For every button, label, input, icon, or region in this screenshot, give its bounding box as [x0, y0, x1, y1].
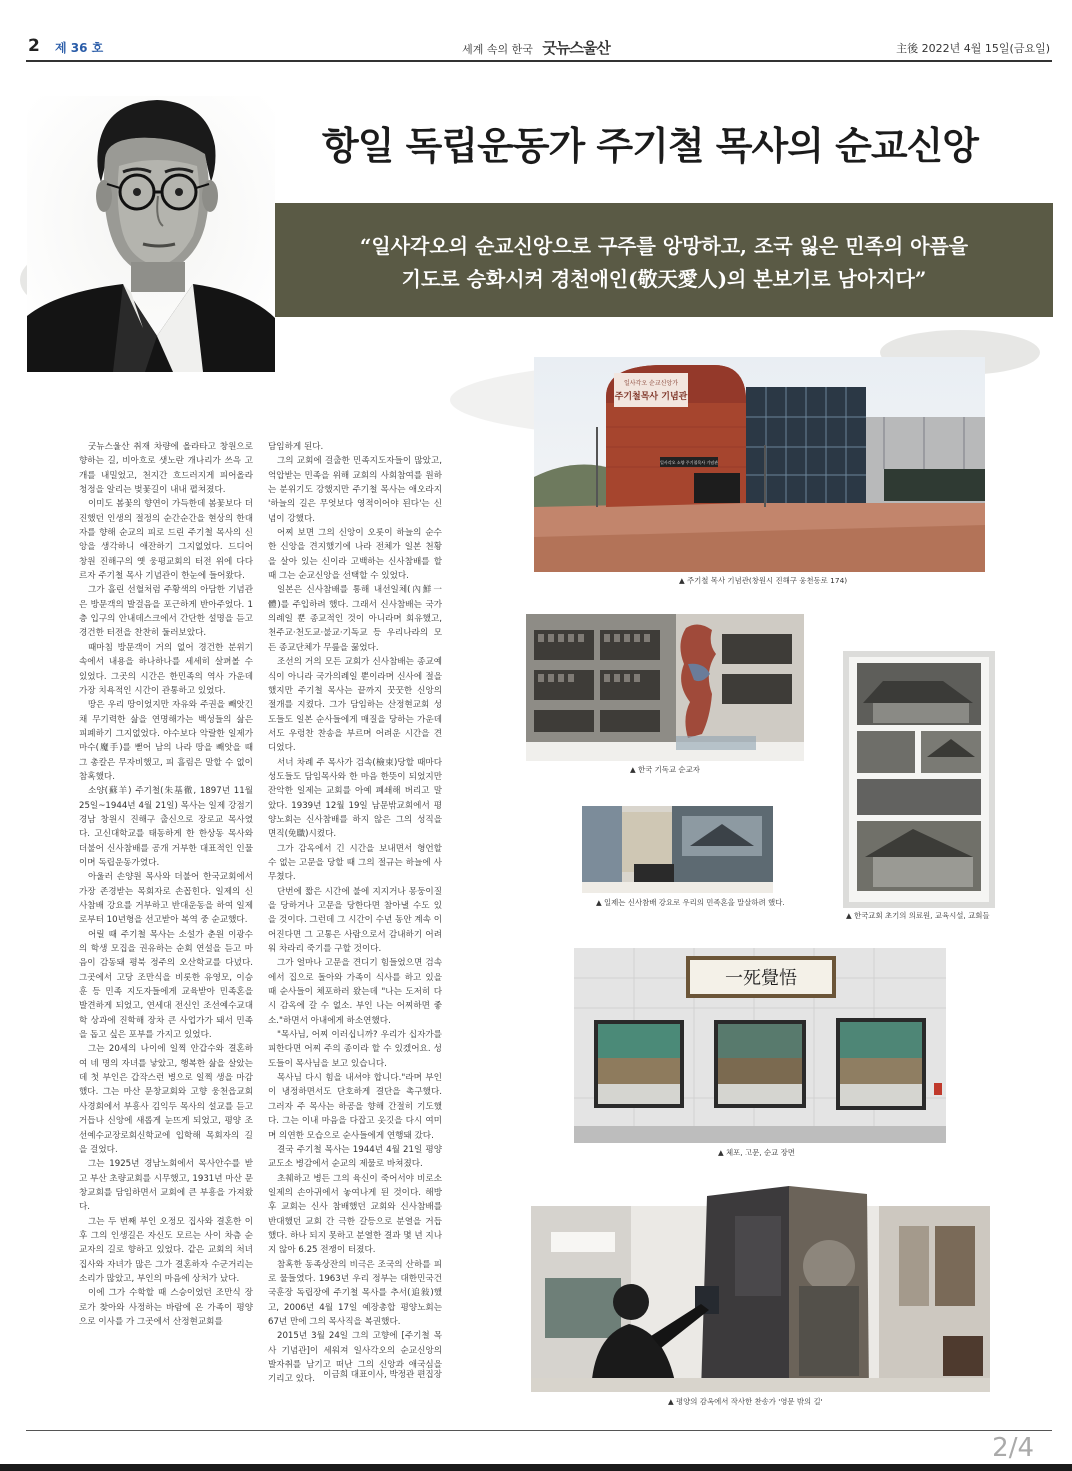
headline: 항일 독립운동가 주기철 목사의 순교신앙 — [322, 124, 978, 168]
portrait-photo — [27, 96, 275, 372]
paragraph: "목사님, 어찌 이러십니까? 우리가 십자가를 피한다면 어찌 주의 종이라 할 수 있겠어요. 성도들이 목사님을 보고 있습니다. — [268, 1030, 442, 1069]
quote-line-1: “일사각오의 순교신앙으로 구주를 앙망하고, 조국 잃은 민족의 아픔을 — [359, 234, 969, 258]
paragraph: 땅은 우리 땅이었지만 자유와 주권을 빼앗긴 채 무기력한 삶을 연명해가는 백성들의 삶은 피폐하기 그지없었다. 야수보다 악랄한 일제가 마수(魔手)를 뻗어 남의 나라 땅을 빼앗을 때 그 총칼은 무자비했고, 피 흘림은 말할 수 없이 참혹했다. — [79, 700, 253, 782]
paragraph: 초췌하고 병든 그의 육신이 죽어서야 비로소 일제의 손아귀에서 놓여나게 된 것이다. 해방 후 교회는 신사 참배했던 교회와 신사참배를 반대했던 교회 간 극한 갈등으로 분열을 거듭했다. 하나 되지 못하고 분열한 결과 몇 년 지나지 않아 6.25 전쟁이 터졌다. — [268, 1173, 443, 1256]
paragraph: 그가 흘린 선혈처럼 주황색의 아담한 기념관은 방문객의 발걸음을 포근하게 반아주었다. 1층 입구의 안내데스크에서 간단한 설명을 듣고 경건한 터전을 찬찬히 둘러보았다. — [79, 585, 253, 639]
header-rule — [26, 60, 1052, 62]
photo-caption: ▲ 한국교회 초기의 의료원, 교육시설, 교회들 — [846, 911, 990, 920]
museum-building-photo — [534, 357, 985, 572]
masthead-tagline: 세계 속의 한국 — [462, 43, 533, 56]
paragraph: 담임하게 된다. — [268, 442, 324, 452]
early-church-photo — [843, 651, 995, 908]
calligraphy-text: 一死覺悟 — [725, 968, 797, 989]
photo-caption: ▲ 일제는 신사참배 강요로 우리의 민족혼을 말살하려 했다. — [596, 898, 785, 907]
shrine-display-photo — [582, 806, 773, 893]
torture-dioramas-photo — [574, 948, 946, 1143]
page-number: 2 — [28, 36, 40, 56]
paragraph: 목사님 다시 힘을 내셔야 합니다."라며 부인이 냉정하면서도 단호하게 결단을 촉구했다. 그러자 주 목사는 하공을 향해 간절히 기도했다. 그는 이내 마음을 다잡고 옷깃을 다시 여미며 의연한 모습으로 순사들에게 연행돼 갔다. — [268, 1073, 442, 1141]
paragraph: 그는 두 번째 부인 오정모 집사와 결혼한 이후 그의 인생길은 자신도 모르는 사이 차츰 순교자의 길로 향하고 있었다. 같은 교회의 처녀 집사와 자녀가 많은 그가 결혼하자 수군거리는 소리가 많았고, 부인의 마음에 상처가 났다. — [79, 1216, 253, 1284]
paragraph: 때마침 방문객이 거의 없어 경건한 분위기 속에서 내용을 하나하나를 세세히 살펴볼 수 있었다. 그곳의 시간은 한민족의 역사 가운데 가장 치욕적인 시간이 관통하고 있었다. — [79, 642, 253, 696]
paragraph: 그의 교회에 걸출한 민족지도자들이 많았고, 억압받는 민족을 위해 교회의 사회참여를 원하는 분위기도 강했지만 주기철 목사는 애오라지 '하늘의 길은 무엇보다 영적이어야 된다'는 신념이 강했다. — [268, 456, 442, 524]
photo-caption: ▲ 한국 기독교 순교자 — [630, 765, 700, 774]
quote-banner — [275, 203, 1053, 317]
issue-number: 제 36 호 — [55, 41, 104, 55]
quote-line-2: 기도로 승화시켜 경천애인(敬天愛人)의 본보기로 남아지다” — [401, 267, 927, 291]
paragraph: 그는 1925년 경남노회에서 목사안수를 받고 부산 초량교회를 시무했고, 1931년 마산 문창교회를 담임하면서 교회에 큰 부흥을 가져왔다. — [79, 1159, 253, 1213]
newspaper-logo: 굿뉴스울산 — [542, 39, 610, 57]
article-column-2 — [268, 440, 442, 1387]
paragraph: 소양(蘇羊) 주기철(朱基徹, 1897년 11월 25일~1944년 4월 21일) 목사는 일제 강점기 경남 창원시 진해구 출신으로 장로교 목사였다. 고신대학교를 태동하게 한 한상동 목사와 더불어 신사참배를 공개 거부한 대표적인 인물이며 독립운동가였다. — [79, 786, 253, 868]
byline: 이금희 대표이사, 박정관 편집장 — [323, 1370, 442, 1380]
museum-entrance-sign: 일사각오 소양 주기철목사 기념관 — [660, 460, 718, 465]
paragraph: 그가 감옥에서 긴 시간을 보내면서 형언할 수 없는 고문을 당할 때 그의 절규는 하늘에 사무쳤다. — [268, 843, 442, 883]
page-indicator: 2/4 — [992, 1433, 1034, 1463]
museum-sign-top: 일사각오 순교신앙가 — [623, 380, 679, 387]
paragraph: 아울러 손양원 목사와 더불어 한국교회에서 가장 존경받는 목회자로 손꼽힌다. 일제의 신사참배 강요를 거부하고 반대운동을 하여 일제로부터 10년형을 선고받아 복역 중 순교했다. — [79, 872, 253, 926]
photo-caption: ▲ 평양의 감옥에서 작사한 찬송가 '영문 밖의 길' — [668, 1397, 823, 1406]
paragraph: 어찌 보면 그의 신앙이 오롯이 하늘의 순수한 신앙을 견지했기에 나라 전체가 일본 천황을 살아 있는 신이라 고백하는 신사참배를 할 때 그는 순교신앙을 선택할 수 있었다. — [268, 528, 442, 582]
paragraph: 결국 주기철 목사는 1944년 4월 21일 평양 교도소 병감에서 순교의 제물로 바쳐졌다. — [268, 1144, 442, 1170]
paragraph: 그는 20세의 나이에 일찍 안갑수와 결혼하여 네 명의 자녀를 낳았고, 행복한 삶을 살았는데 첫 부인은 갑작스런 병으로 일찍 생을 마감했다. 그는 마산 문창교회와 고향 웅천읍교회 사경회에서 부흥사 김익두 목사의 설교를 듣고 거듭나 신앙에 새롭게 눈뜨게 되었고, 평양 조선예수교장로회신학교에 입학해 목회자의 길을 걸었다. — [79, 1044, 253, 1155]
paragraph: 단번에 짧은 시간에 불에 지지거나 몽둥이질을 당하거나 고문을 당한다면 참아낼 수도 있을 것이다. 그런데 그 시간이 수년 동안 계속 이어진다면 그 고통은 사람으로서 감내하기 어려워 차라리 죽기를 구할 것이다. — [268, 886, 443, 955]
paragraph: 굿뉴스울산 취재 차량에 올라타고 창원으로 향하는 길, 비아흐로 샛노란 개나리가 쓰윽 고개를 내밀었고, 천지간 흐드러지게 피어올라 청정을 알리는 벚꽃길이 내내 펼쳐졌다. — [79, 442, 253, 496]
bottom-bar — [0, 1464, 1072, 1471]
issue-date: 主後 2022년 4월 15일(금요일) — [896, 42, 1050, 55]
paragraph: 일본은 신사참배를 통해 내선일체(內鮮一體)를 주입하려 했다. 그래서 신사참배는 국가의례일 뿐 종교적인 것이 아니라며 회유했고, 천주교·천도교·불교·기독교 등 우리나라의 모든 종교단체가 무릎을 꿇었다. — [268, 585, 442, 653]
paragraph: 그가 얼마나 고문을 견디기 힘들었으면 검속에서 집으로 돌아와 가족이 식사를 하고 있을 때 순사들이 체포하러 왔는데 "나는 도저히 다시 감옥에 갈 수 없소. 부인 나는 어찌하면 좋소."하면서 아내에게 하소연했다. — [268, 958, 442, 1026]
paragraph: 2015년 3월 24일 그의 고향에 [주기철 목사 기념관]이 세워져 일사각오의 순교신앙의 발자취를 남기고 떠난 그의 신앙과 애국심을 기리고 있다. — [268, 1331, 442, 1385]
photo-caption: ▲ 주기철 목사 기념관(창원시 진해구 웅천동로 174) — [679, 576, 848, 585]
paragraph: 서너 차례 주 목사가 검속(檢束)당할 때마다 성도들도 담임목사와 한 마음 한뜻이 되었지만 잔악한 일제는 교회를 아예 폐쇄해 버리고 말았다. 1939년 12월 19일 남문밖교회에서 평양노회는 신사참배를 하지 않은 그의 성직을 면직(免職)시켰다. — [268, 757, 442, 840]
paragraph: 이미도 봄꽃의 향연이 가득한데 봄꽃보다 더 진했던 인생의 절정의 순간순간을 현상의 한대자를 향해 순교의 피로 드린 주기철 목사의 신앙을 생각하니 애잔하기 그지없었다. 드디어 창원 진해구의 옛 웅평교회의 터전 위에 다다르자 주기철 목사 기념관이 한눈에 들어왔다. — [79, 499, 253, 582]
footer-rule — [26, 1430, 1052, 1431]
paragraph: 참혹한 동족상잔의 비극은 조국의 산하를 피로 물들였다. 1963년 우리 정부는 대한민국건국훈장 독립장에 주기철 목사를 추서(追敍)했고, 2006년 4월 17일 예장총합 평양노회는 67년 만에 그의 목사직을 복권했다. — [268, 1259, 442, 1327]
paragraph: 조선의 거의 모든 교회가 신사참배는 종교예식이 아니라 국가의례일 뿐이라며 신사에 절을 했지만 주기철 목사는 끝까지 꿋꿋한 신앙의 절개를 지켰다. 그가 담임하는 산정현교회 성도들도 일본 순사들에게 매질을 당하는 가운데서도 우렁찬 찬송을 부르며 어려운 시간을 견디었다. — [268, 657, 442, 754]
paragraph: 어릴 때 주기철 목사는 소설가 춘원 이광수의 학생 모집을 권유하는 순회 연설을 듣고 마음이 감동돼 평북 정주의 오산학교를 다녔다. 그곳에서 고당 조만식을 비롯한 유영모, 이승훈 등 민족 지도자들에게 교육받아 민족혼을 발견하게 되었고, 연세대 전신인 조선예수교대학 상과에 진학해 장차 큰 사업가가 돼서 민족을 돕고 싶은 포부를 가지고 있었다. — [79, 929, 253, 1041]
museum-sign-main: 주기철목사 기념관 — [614, 392, 688, 402]
paragraph: 이에 그가 수학할 때 스승이었던 조만식 장로가 찾아와 사정하는 바람에 온 가족이 평양으로 이사를 가 그곳에서 산정현교회를 — [79, 1288, 253, 1327]
article-column-1 — [79, 440, 253, 1329]
hymn-exhibit-photo — [531, 1186, 990, 1392]
photo-caption: ▲ 체포, 고문, 순교 장면 — [718, 1148, 795, 1157]
martyrs-wall-photo — [526, 614, 804, 761]
